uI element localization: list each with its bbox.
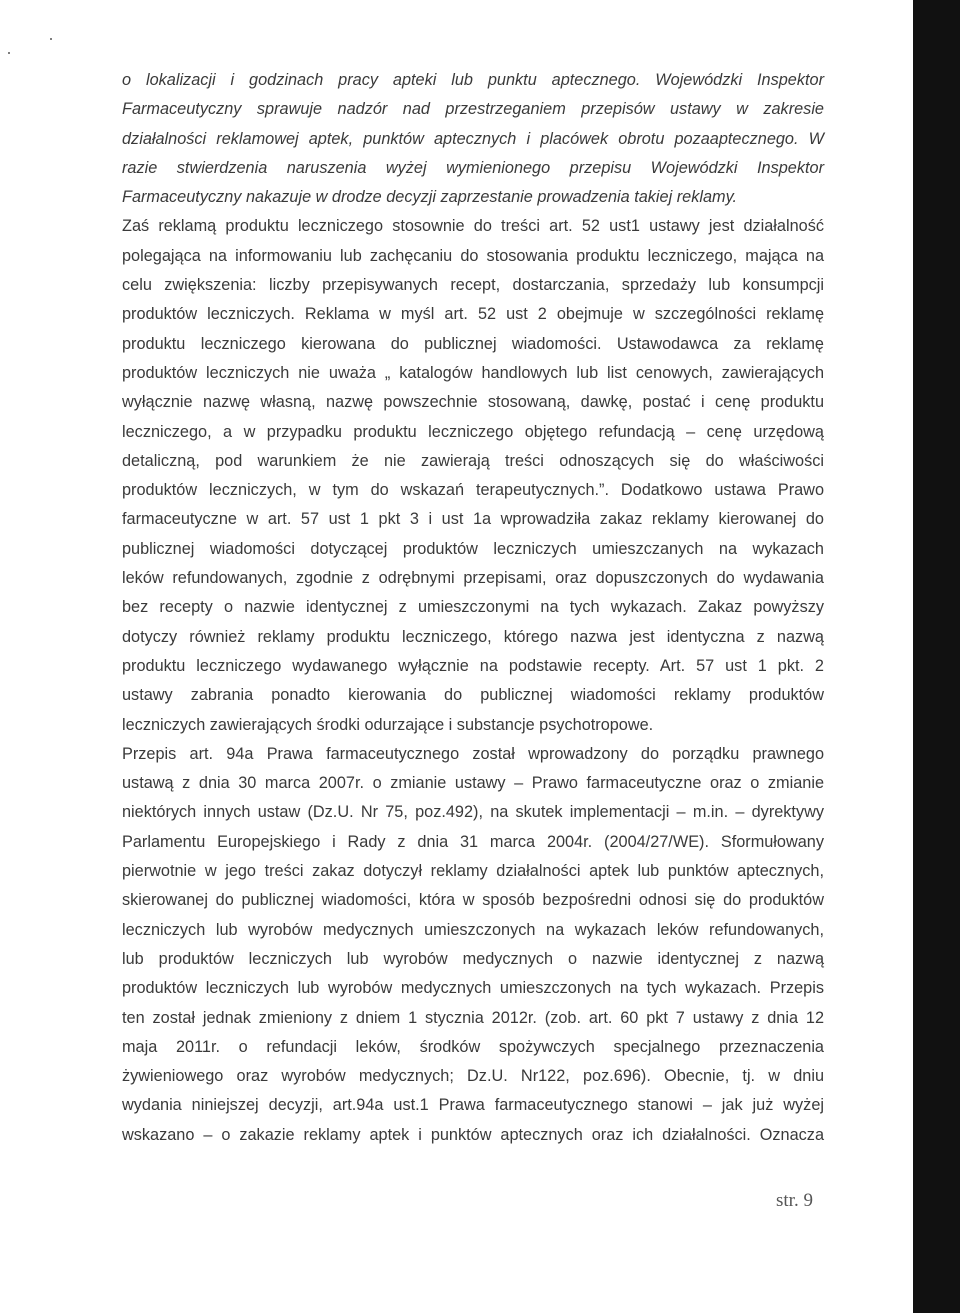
text-line: maja 2011r. o refundacji leków, środków spożywczych specjalnego przeznaczenia [122, 1037, 824, 1056]
text-line: polegająca na informowaniu lub zachęcaniu do stosowania produktu leczniczego, mająca na [122, 246, 824, 265]
text-line: publicznej wiadomości dotyczącej produktów leczniczych umieszczanych na wykazach [122, 539, 824, 558]
text-line: ten został jednak zmieniony z dniem 1 stycznia 2012r. (zob. art. 60 pkt 7 ustawy z dnia 12 [122, 1008, 824, 1027]
text-line: detaliczną, pod warunkiem że nie zawierają treści odnoszących się do właściwości [122, 451, 824, 470]
text-line: produktów leczniczych lub wyrobów medycznych umieszczonych na tych wykazach. Przepis [122, 979, 824, 998]
text-line: leczniczych lub wyrobów medycznych umieszczonych na wykazach leków refundowanych, [122, 920, 824, 939]
text-line: Zaś reklamą produktu leczniczego stosownie do treści art. 52 ust1 ustawy jest działalność [122, 217, 824, 236]
scan-speck [8, 52, 10, 54]
text-line: ustawy zabrania ponadto kierowania do publicznej wiadomości reklamy produktów [122, 686, 824, 705]
text-line: o lokalizacji i godzinach pracy apteki lub punktu aptecznego. Wojewódzki Inspektor [122, 71, 824, 89]
text-line: produktu leczniczego wydawanego wyłącznie na podstawie recepty. Art. 57 ust 1 pkt. 2 [122, 656, 824, 675]
text-line: wskazano – o zakazie reklamy aptek i punktów aptecznych oraz ich działalności. Oznacza [122, 1125, 824, 1144]
page-number: str. 9 [776, 1190, 813, 1211]
scanner-edge-shadow [913, 0, 960, 1313]
text-line: Farmaceutyczny nakazuje w drodze decyzji zaprzestanie prowadzenia takiej reklamy. [122, 188, 738, 207]
text-line: niektórych innych ustaw (Dz.U. Nr 75, poz.492), na skutek implementacji – m.in. – dyrektywy [122, 803, 824, 822]
text-line: pierwotnie w jego treści zakaz dotyczył reklamy działalności aptek lub punktów aptecznych, [122, 862, 824, 881]
scan-speck [50, 38, 52, 40]
text-line: lub produktów leczniczych lub wyrobów medycznych o nazwie identycznej z nazwą [122, 949, 824, 968]
text-line: celu zwiększenia: liczby przepisywanych recept, dostarczania, sprzedaży lub konsumpcji [122, 276, 824, 295]
text-line: ustawą z dnia 30 marca 2007r. o zmianie ustawy – Prawo farmaceutyczne oraz o zmianie [122, 774, 824, 793]
text-line: leczniczego, a w przypadku produktu leczniczego objętego refundacją – cenę urzędową [122, 422, 824, 441]
text-line: żywieniowego oraz wyrobów medycznych; Dz.U. Nr122, poz.696). Obecnie, tj. w dniu [122, 1067, 824, 1086]
body-text [122, 66, 824, 1150]
text-line: produktu leczniczego kierowana do publicznej wiadomości. Ustawodawca za reklamę [122, 334, 824, 353]
text-line: bez recepty o nazwie identycznej z umieszczonymi na tych wykazach. Zakaz powyższy [122, 598, 824, 617]
text-line: Przepis art. 94a Prawa farmaceutycznego został wprowadzony do porządku prawnego [122, 744, 824, 763]
text-line: skierowanej do publicznej wiadomości, która w sposób bezpośredni odnosi się do produktów [122, 891, 824, 910]
text-line: wyłącznie nazwę własną, nazwę powszechnie stosowaną, dawkę, postać i cenę produktu [122, 393, 824, 412]
text-line: wydania niniejszej decyzji, art.94a ust.1 Prawa farmaceutycznego stanowi – jak już wyżej [122, 1096, 824, 1115]
text-line: produktów leczniczych nie uważa „ katalogów handlowych lub list cenowych, zawierających [122, 363, 824, 382]
text-line: leków refundowanych, zgodnie z odrębnymi przepisami, oraz dopuszczonych do wydawania [122, 569, 824, 588]
text-line: działalności reklamowej aptek, punktów aptecznych i placówek obrotu pozaaptecznego. W [122, 129, 824, 148]
text-line: dotyczy również reklamy produktu leczniczego, którego nazwa jest identyczna z nazwą [122, 627, 824, 646]
text-line: produktów leczniczych, w tym do wskazań terapeutycznych.”. Dodatkowo ustawa Prawo [122, 481, 824, 500]
text-line: Parlamentu Europejskiego i Rady z dnia 31 marca 2004r. (2004/27/WE). Sformułowany [122, 832, 824, 851]
text-line: Farmaceutyczny sprawuje nadzór nad przestrzeganiem przepisów ustawy w zakresie [122, 100, 824, 119]
text-line: farmaceutyczne w art. 57 ust 1 pkt 3 i ust 1a wprowadziła zakaz reklamy kierowanej do [122, 510, 824, 529]
text-line: produktów leczniczych. Reklama w myśl art. 52 ust 2 obejmuje w szczególności reklamę [122, 305, 824, 324]
text-line: leczniczych zawierających środki odurzające i substancje psychotropowe. [122, 715, 654, 734]
text-line: razie stwierdzenia naruszenia wyżej wymienionego przepisu Wojewódzki Inspektor [122, 158, 824, 177]
